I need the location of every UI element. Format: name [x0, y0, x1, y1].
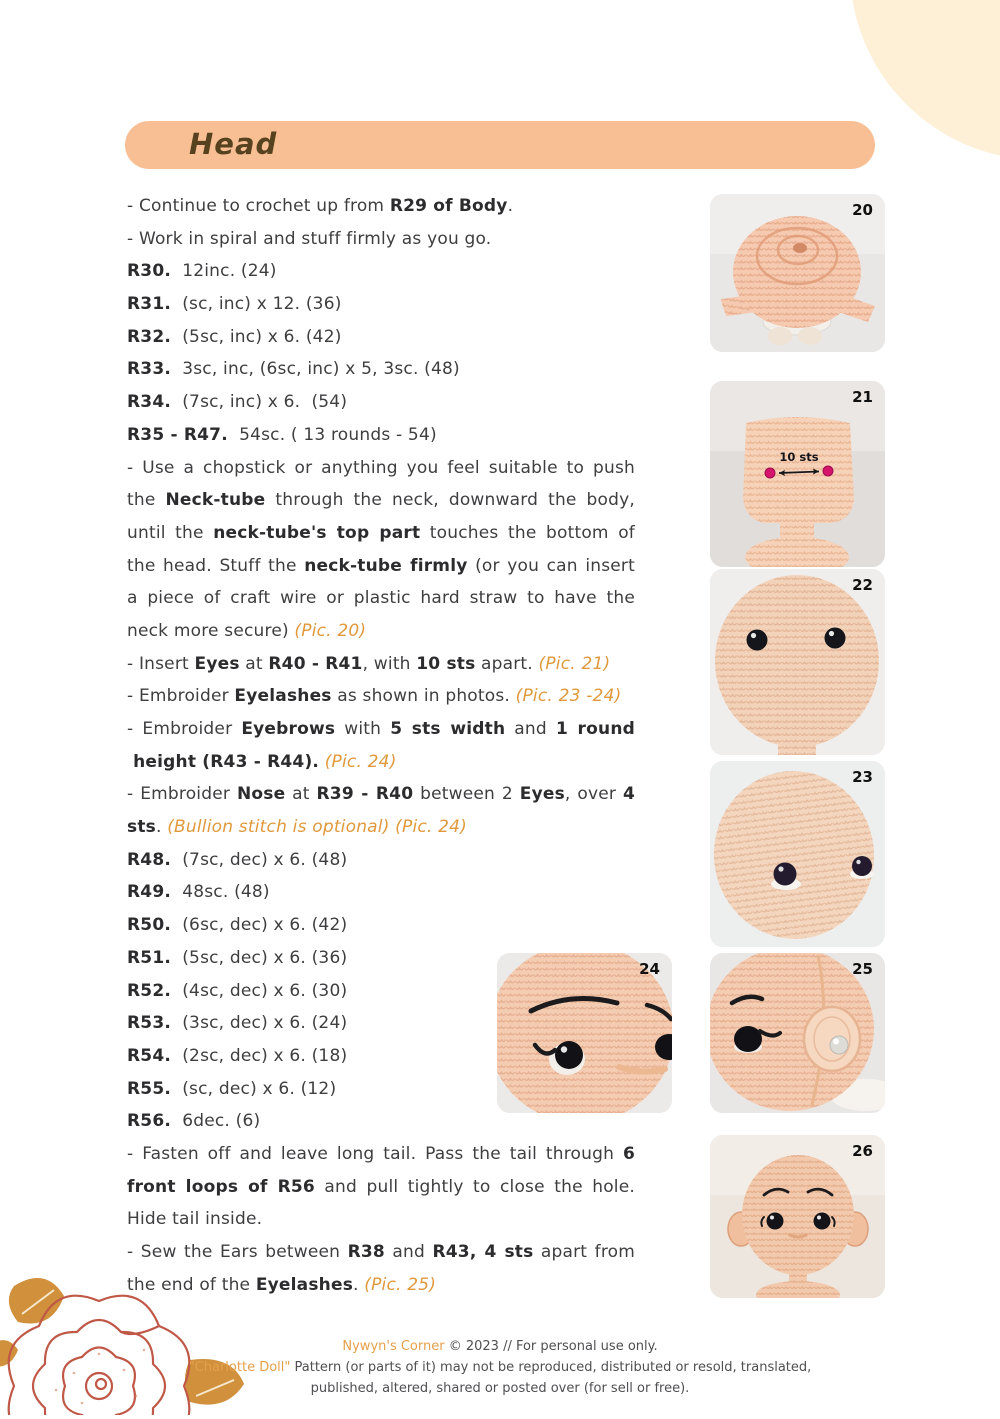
photo-26 — [710, 1135, 885, 1298]
text-segment: apart from — [533, 1242, 635, 1262]
text-segment: the — [127, 490, 166, 511]
text-segment: 6 — [622, 1143, 635, 1164]
pattern-text-line — [127, 844, 635, 877]
footer-license-text: Pattern (or parts of it) may not be reproduced, distributed or resold, translated, — [290, 1360, 812, 1375]
text-segment: (5sc, dec) x 6. (36) — [171, 947, 348, 968]
text-segment: Eyes — [194, 653, 240, 674]
text-segment: 5 sts width — [390, 719, 506, 739]
text-segment: (6sc, dec) x 6. (42) — [171, 915, 348, 936]
text-segment: R53. — [127, 1013, 172, 1034]
text-segment: . — [507, 196, 514, 216]
photo-24 — [497, 953, 672, 1113]
text-segment: R55. — [127, 1078, 172, 1099]
text-segment: touches the bottom of — [420, 522, 635, 543]
text-segment: 4 — [622, 784, 635, 805]
text-segment: and — [505, 719, 556, 739]
section-title: Head — [189, 127, 278, 161]
text-segment: neck-tube firmly — [304, 555, 468, 576]
text-segment: 6dec. (6) — [171, 1111, 261, 1132]
text-segment: R43, 4 sts — [432, 1242, 534, 1262]
text-segment: the end of the — [127, 1274, 256, 1295]
text-segment: apart. — [475, 653, 539, 674]
footer-brand: Nywyn's Corner — [342, 1339, 445, 1354]
text-segment: 1 round — [555, 719, 635, 739]
text-segment: R39 - R40 — [316, 784, 414, 805]
footer-pattern-name: "Charlotte Doll" — [188, 1360, 291, 1375]
text-segment: at — [239, 653, 269, 674]
text-segment: . — [353, 1274, 365, 1295]
photo-22-illustration — [710, 569, 885, 755]
text-segment: as shown in photos. — [331, 686, 516, 707]
pattern-text-line — [127, 517, 635, 550]
text-segment: (4sc, dec) x 6. (30) — [171, 980, 348, 1001]
photo-25 — [710, 953, 885, 1113]
text-segment: - Continue to crochet up from — [127, 196, 390, 216]
photo-number: 22 — [852, 576, 873, 594]
text-segment: 10 sts — [416, 653, 476, 674]
footer-copyright: © 2023 // For personal use only. — [444, 1339, 658, 1354]
pattern-text-line — [127, 778, 635, 811]
pattern-text-line — [127, 288, 635, 321]
photo-21-measure-label: 10 sts — [779, 450, 819, 464]
text-segment: (7sc, inc) x 6. (54) — [171, 392, 348, 413]
pattern-text-line — [127, 680, 635, 713]
text-segment: with — [335, 719, 391, 739]
pattern-text-line — [127, 223, 635, 256]
text-segment: R49. — [127, 882, 172, 903]
text-segment: - Embroider — [127, 719, 242, 739]
text-segment: R33. — [127, 359, 172, 380]
photo-20 — [710, 194, 885, 352]
text-segment: R30. — [127, 261, 172, 282]
text-segment: until the — [127, 522, 214, 543]
text-segment: . — [155, 817, 168, 838]
pattern-text-line — [127, 746, 635, 779]
pattern-text-line — [127, 452, 635, 485]
photo-23 — [710, 761, 885, 947]
photo-number: 21 — [852, 388, 873, 406]
pattern-text-line — [127, 353, 635, 386]
pattern-text-line — [127, 1171, 635, 1204]
photo-22 — [710, 569, 885, 755]
pattern-text-line — [127, 713, 635, 746]
text-segment: - Use a chopstick or anything you feel suitable to push — [127, 457, 635, 478]
text-segment: neck more secure) — [127, 620, 295, 641]
text-segment: (2sc, dec) x 6. (18) — [171, 1045, 348, 1066]
text-segment: R50. — [127, 915, 172, 936]
text-segment: sts — [127, 817, 156, 838]
text-segment: Eyes — [519, 784, 565, 805]
text-segment: R51. — [127, 947, 172, 968]
photo-23-illustration — [710, 761, 885, 947]
text-segment: (7sc, dec) x 6. (48) — [171, 849, 348, 870]
text-segment: and pull tightly to close the hole. — [314, 1176, 635, 1197]
text-segment: 12inc. (24) — [171, 261, 277, 282]
pattern-text-line — [127, 190, 635, 223]
text-segment: - Embroider — [127, 686, 235, 707]
pattern-text-line — [127, 876, 635, 909]
pattern-text-line — [127, 811, 635, 844]
pattern-instructions — [127, 190, 635, 1301]
footer-line-2 — [0, 1357, 1000, 1378]
text-segment: (sc, inc) x 12. (36) — [171, 294, 342, 315]
photo-number: 23 — [852, 768, 873, 786]
text-segment: the head. Stuff the — [127, 555, 305, 576]
text-segment: R32. — [127, 326, 172, 347]
text-segment: , with — [362, 653, 417, 674]
pattern-text-line — [127, 582, 635, 615]
text-segment: between 2 — [413, 784, 520, 805]
text-segment: - Fasten off and leave long tail. Pass the tail through — [127, 1143, 623, 1164]
text-segment: R35 - R47. — [127, 424, 228, 445]
pattern-text-line — [127, 615, 635, 648]
text-segment: and — [384, 1242, 433, 1262]
text-segment: (sc, dec) x 6. (12) — [171, 1078, 337, 1099]
text-segment: R52. — [127, 980, 172, 1001]
text-segment: (Pic. 21) — [538, 653, 611, 674]
photo-number: 24 — [639, 960, 660, 978]
text-segment: (Pic. 23 -24) — [515, 686, 622, 707]
text-segment: at — [285, 784, 317, 805]
photo-number: 25 — [852, 960, 873, 978]
text-segment: (3sc, dec) x 6. (24) — [171, 1013, 348, 1034]
text-segment: R34. — [127, 392, 172, 413]
text-segment: (Pic. 20) — [294, 620, 367, 641]
text-segment: - Work in spiral and stuff firmly as you go. — [127, 228, 492, 249]
text-segment: (Pic. 24) — [324, 751, 397, 772]
text-segment: R31. — [127, 294, 172, 315]
pattern-text-line — [127, 909, 635, 942]
text-segment: (Pic. 25) — [364, 1274, 437, 1295]
section-banner — [125, 121, 875, 169]
pattern-text-line — [127, 321, 635, 354]
pattern-text-line — [127, 484, 635, 517]
photo-number: 20 — [852, 201, 873, 219]
pattern-text-line — [127, 1138, 635, 1171]
text-segment: R29 of Body — [389, 196, 508, 216]
text-segment: Nose — [236, 784, 286, 805]
text-segment: Neck-tube — [165, 490, 266, 511]
text-segment: - Insert — [127, 653, 195, 674]
photo-21-illustration — [710, 381, 885, 567]
text-segment: Eyelashes — [234, 686, 332, 707]
text-segment: neck-tube's top part — [213, 522, 421, 543]
text-segment: - Sew the Ears between — [127, 1242, 348, 1262]
text-segment: 54sc. ( 13 rounds - 54) — [227, 424, 437, 445]
text-segment: through the neck, downward the body, — [265, 490, 635, 511]
text-segment: - Embroider — [127, 784, 237, 805]
text-segment: Eyelashes — [255, 1274, 354, 1295]
pattern-text-line — [127, 386, 635, 419]
text-segment: Hide tail inside. — [127, 1209, 263, 1230]
text-segment: (Bullion stitch is optional) (Pic. 24) — [167, 817, 467, 838]
footer-line-1 — [0, 1336, 1000, 1357]
text-segment: R40 - R41 — [268, 653, 363, 674]
pattern-text-line — [127, 255, 635, 288]
text-segment: 48sc. (48) — [171, 882, 270, 903]
text-segment: R56. — [127, 1111, 172, 1132]
text-segment: front loops of R56 — [127, 1176, 315, 1197]
text-segment: 3sc, inc, (6sc, inc) x 5, 3sc. (48) — [171, 359, 460, 380]
text-segment: Eyebrows — [241, 719, 336, 739]
text-segment: (or you can insert — [467, 555, 635, 576]
text-segment: a piece of craft wire or plastic hard straw to have the — [127, 588, 635, 609]
pattern-text-line — [127, 419, 635, 452]
photo-21 — [710, 381, 885, 567]
pattern-text-line — [127, 550, 635, 583]
footer — [0, 1336, 1000, 1399]
text-segment: R54. — [127, 1045, 172, 1066]
pattern-text-line — [127, 1203, 635, 1236]
photo-number: 26 — [852, 1142, 873, 1160]
footer-line-3: published, altered, shared or posted over (for sell or free). — [310, 1381, 690, 1396]
text-segment: , over — [564, 784, 623, 805]
text-segment: R38 — [347, 1242, 385, 1262]
text-segment: R48. — [127, 849, 172, 870]
text-segment: (5sc, inc) x 6. (42) — [171, 326, 342, 347]
pattern-text-line — [127, 648, 635, 681]
text-segment: height (R43 - R44). — [127, 751, 320, 772]
